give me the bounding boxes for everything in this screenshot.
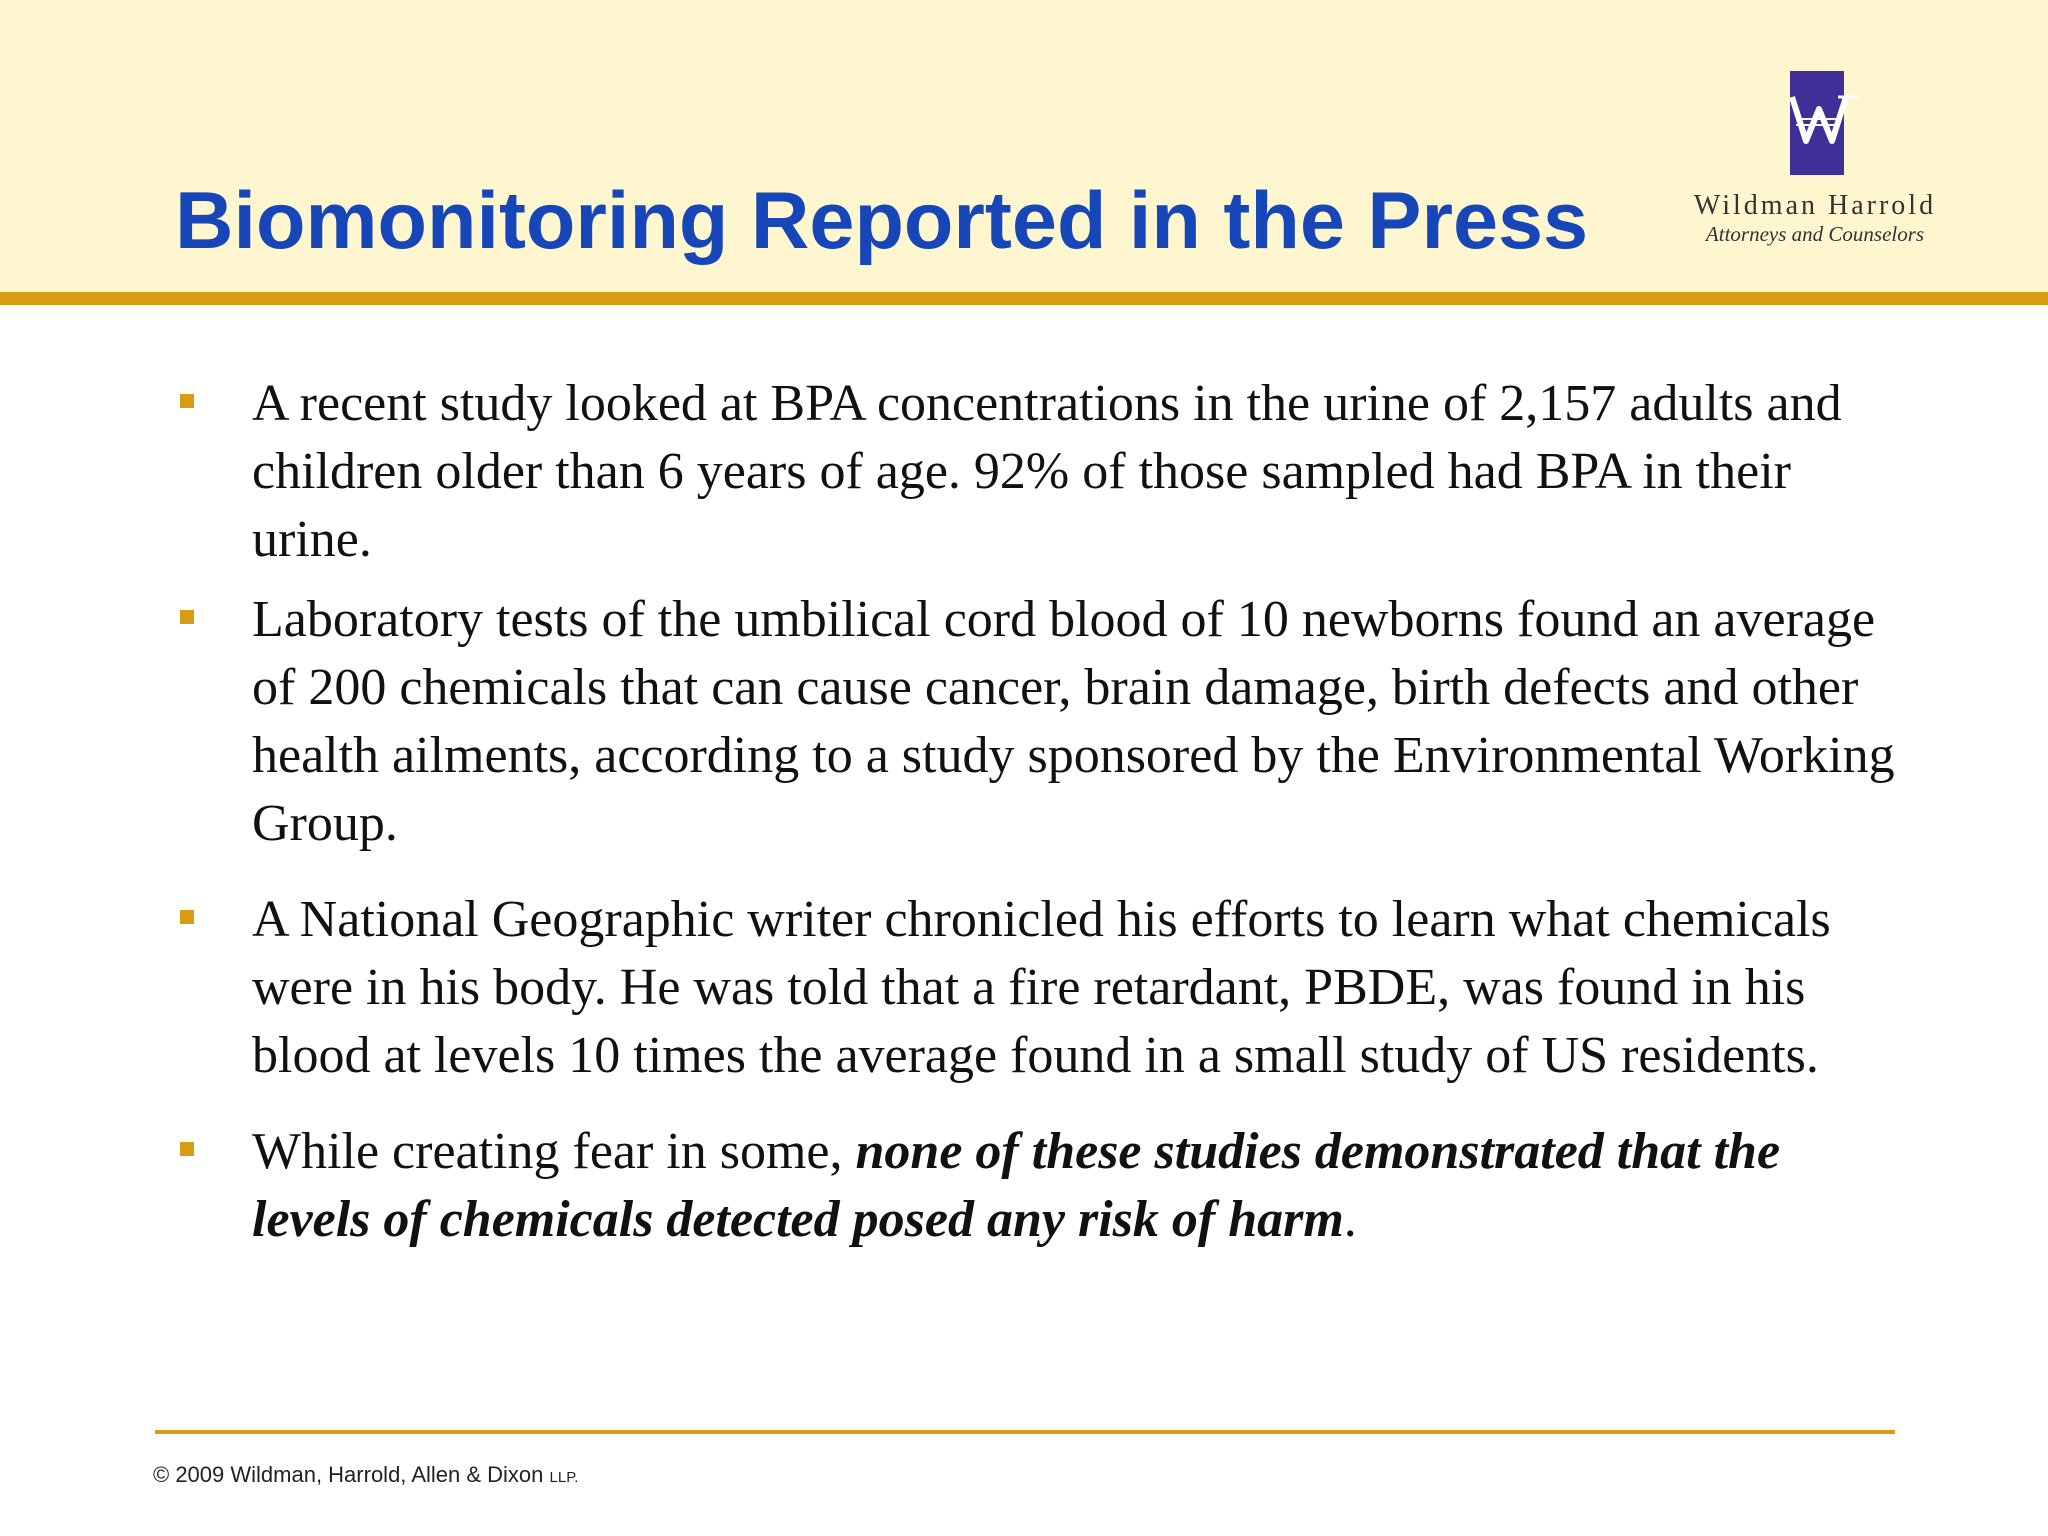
copyright-text: © 2009 Wildman, Harrold, Allen & Dixon: [153, 1462, 544, 1487]
bullet-item: [178, 886, 1898, 1090]
footer-divider: [155, 1430, 1895, 1434]
footer-copyright: [153, 1462, 578, 1488]
copyright-suffix: LLP.: [549, 1469, 579, 1486]
square-bullet-icon: [180, 1142, 194, 1156]
bullet-item: [178, 586, 1898, 858]
logo-firm-name: Wildman Harrold: [1693, 190, 1937, 221]
bullet-text-lead: While creating fear in some,: [252, 1123, 856, 1180]
square-bullet-icon: [180, 394, 194, 408]
logo-tagline: Attorneys and Counselors: [1705, 222, 1925, 246]
firm-logo: [1680, 66, 1950, 246]
header-divider: [0, 292, 2048, 305]
square-bullet-icon: [180, 610, 194, 624]
w-monogram-icon: [1786, 89, 1866, 149]
bullet-list: [178, 370, 1898, 1254]
bullet-text-emphasis: none of these studies demonstrated that the levels of chemicals detected posed any risk of harm: [252, 1123, 1781, 1248]
logo-mark: [1790, 71, 1844, 175]
bullet-text: Laboratory tests of the umbilical cord blood of 10 newborns found an average of 200 chemicals that can cause cancer, brain damage, birth defects and other health ailments, according to a study sponsored by the Environmental Working Group.: [252, 591, 1895, 852]
square-bullet-icon: [180, 910, 194, 924]
bullet-item: [178, 370, 1898, 574]
slide-title: Biomonitoring Reported in the Press: [175, 176, 1589, 266]
bullet-text-end: .: [1343, 1191, 1357, 1248]
bullet-item: [178, 1118, 1898, 1254]
bullet-text: A recent study looked at BPA concentrations in the urine of 2,157 adults and children older than 6 years of age. 92% of those sampled had BPA in their urine.: [252, 375, 1842, 568]
bullet-text: A National Geographic writer chronicled his efforts to learn what chemicals were in his body. He was told that a fire retardant, PBDE, was found in his blood at levels 10 times the average found in a small study of US residents.: [252, 891, 1831, 1084]
